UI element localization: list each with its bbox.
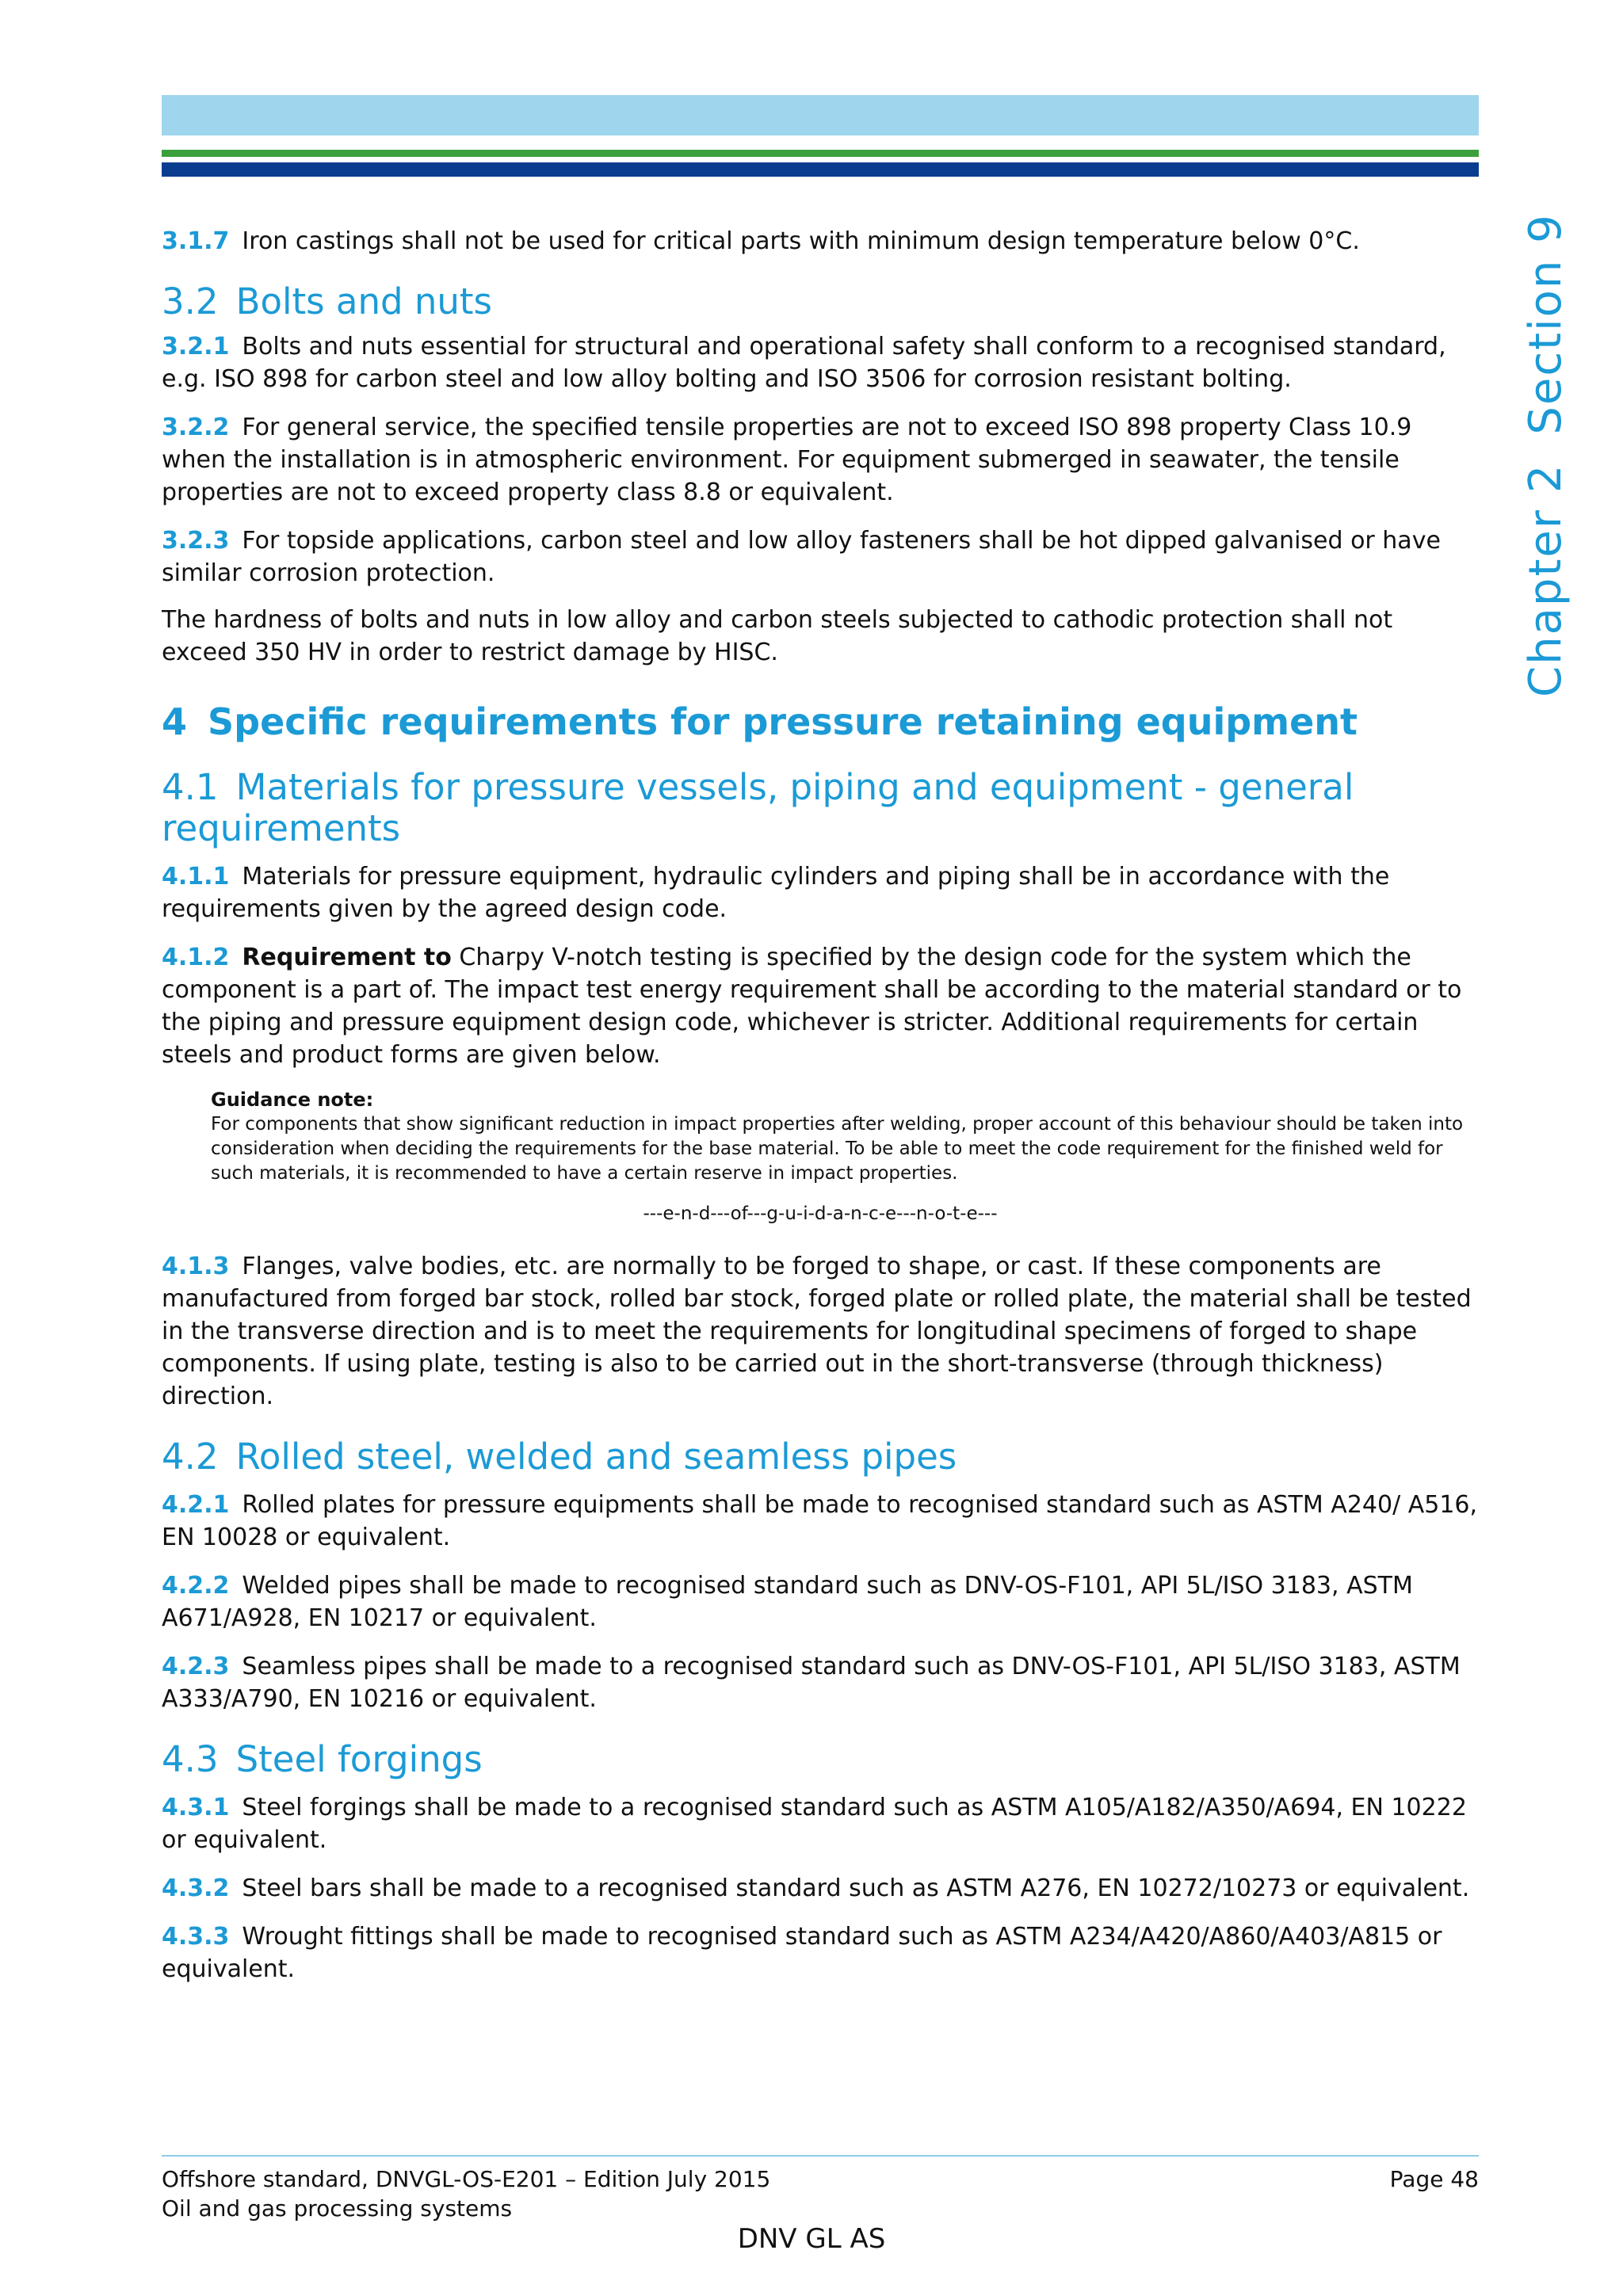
clause-number: 4.3.2 — [162, 1875, 230, 1902]
clause-number: 4.3.3 — [162, 1923, 230, 1951]
chapter-section-label — [1520, 213, 1571, 697]
footer-page-number: Page 48 — [1389, 2166, 1479, 2192]
header-band-blue — [162, 162, 1479, 177]
clause-3-2-3-continued: The hardness of bolts and nuts in low alloy and carbon steels subjected to cathodic protection shall not exceed 350 HV in order to restrict damage by HISC. — [162, 606, 1393, 666]
clause-text: Wrought fittings shall be made to recognised standard such as ASTM A234/A420/A860/A403/A815 or equivalent. — [162, 1923, 1442, 1983]
clause-number: 4.1.1 — [162, 863, 230, 891]
header-band-green — [162, 150, 1479, 157]
clause-number: 3.2.3 — [162, 527, 230, 555]
clause-text: For general service, the specified tensile properties are not to exceed ISO 898 property Class 10.9 when the installation is in atmospheric environment. For equipment submerged in seawater, the tensile properties are not to exceed property class 8.8 or equivalent. — [162, 414, 1412, 506]
heading-number: 4.3 — [162, 1738, 219, 1780]
heading-title: Rolled steel, welded and seamless pipes — [235, 1436, 957, 1478]
guidance-note-body: For components that show significant reduction in impact properties after welding, proper account of this behaviour should be taken into consideration when deciding the requirements for the base material. To be able to meet the code requirement for the finished weld for such materials, it is recommended to have a certain reserve in impact properties. — [211, 1114, 1464, 1184]
heading-title: Materials for pressure vessels, piping and equipment - general requirements — [162, 766, 1354, 849]
clause-text: Rolled plates for pressure equipments shall be made to recognised standard such as ASTM A240/ A516, EN 10028 or equivalent. — [162, 1491, 1478, 1551]
clause-number: 3.1.7 — [162, 227, 230, 255]
clause-3-2-3 — [162, 524, 1479, 589]
clause-text: Steel bars shall be made to a recognised standard such as ASTM A276, EN 10272/10273 or equivalent. — [242, 1875, 1470, 1902]
footer-standard-edition: Offshore standard, DNVGL-OS-E201 – Edition July 2015 — [162, 2166, 771, 2192]
heading-number: 3.2 — [162, 280, 219, 322]
clause-number: 4.1.2 — [162, 944, 230, 971]
clause-text: Charpy V-notch testing is specified by the design code for the system which the component is a part of. The impact test energy requirement shall be according to the material standard or to the piping and pressure equipment design code, whichever is stricter. Additional requirements for certain steels and product forms are given below. — [162, 944, 1462, 1069]
guidance-note — [211, 1087, 1479, 1186]
clause-text: Steel forgings shall be made to a recognised standard such as ASTM A105/A182/A350/A694, EN 10222 or equivalent. — [162, 1794, 1467, 1854]
section-label: Section 9 — [1520, 213, 1571, 435]
clause-4-3-1 — [162, 1791, 1479, 1856]
footer-document-title: Oil and gas processing systems — [162, 2195, 513, 2222]
clause-4-3-3 — [162, 1920, 1479, 1985]
clause-number: 4.3.1 — [162, 1794, 230, 1821]
clause-3-1-7 — [162, 225, 1479, 257]
heading-4-2 — [162, 1436, 1479, 1478]
clause-text: Welded pipes shall be made to recognised standard such as DNV-OS-F101, API 5L/ISO 3183, ASTM A671/A928, EN 10217 or equivalent. — [162, 1572, 1413, 1632]
clause-4-2-3 — [162, 1650, 1479, 1715]
header-band-light — [162, 95, 1479, 135]
clause-text: Bolts and nuts essential for structural and operational safety shall conform to a recognised standard, e.g. ISO 898 for carbon steel and low alloy bolting and ISO 3506 for corrosion resistant bolting. — [162, 333, 1446, 393]
clause-bold-lead: Requirement to — [242, 944, 452, 971]
clause-text: Flanges, valve bodies, etc. are normally to be forged to shape, or cast. If these components are manufactured from forged bar stock, rolled bar stock, forged plate or rolled plate, the material shall be tested in the transverse direction and is to meet the requirements for longitudinal specimens of forged to shape components. If using plate, testing is also to be carried out in the short-transverse (through thickness) direction. — [162, 1253, 1472, 1410]
clause-3-2-1 — [162, 330, 1479, 395]
clause-number: 3.2.2 — [162, 414, 230, 441]
clause-number: 4.2.3 — [162, 1653, 230, 1680]
clause-4-1-3 — [162, 1250, 1479, 1413]
clause-number: 4.2.2 — [162, 1572, 230, 1600]
clause-number: 4.2.1 — [162, 1491, 230, 1519]
clause-4-1-1 — [162, 860, 1479, 925]
page-content — [162, 225, 1479, 1985]
clause-4-3-2 — [162, 1872, 1479, 1905]
clause-text: Iron castings shall not be used for critical parts with minimum design temperature below 0°C. — [242, 227, 1360, 255]
clause-number: 4.1.3 — [162, 1253, 230, 1280]
heading-4-3 — [162, 1739, 1479, 1780]
chapter-label: Chapter 2 — [1520, 463, 1571, 697]
clause-text: For topside applications, carbon steel and low alloy fasteners shall be hot dipped galvanised or have similar corrosion protection. — [162, 527, 1441, 587]
clause-number: 3.2.1 — [162, 333, 230, 360]
heading-number: 4.2 — [162, 1436, 219, 1478]
clause-3-2-2 — [162, 411, 1479, 509]
clause-4-1-2 — [162, 941, 1479, 1071]
heading-number: 4.1 — [162, 766, 219, 808]
clause-4-2-1 — [162, 1489, 1479, 1554]
heading-3-2 — [162, 281, 1479, 322]
footer-document-info — [162, 2164, 770, 2223]
heading-title: Specific requirements for pressure retaining equipment — [208, 700, 1358, 743]
heading-number: 4 — [162, 700, 188, 743]
clause-text: Materials for pressure equipment, hydraulic cylinders and piping shall be in accordance with the requirements given by the agreed design code. — [162, 863, 1390, 923]
heading-title: Steel forgings — [235, 1738, 483, 1780]
footer-company: DNV GL AS — [737, 2223, 886, 2255]
heading-4-1 — [162, 767, 1479, 849]
footer-rule — [162, 2155, 1479, 2157]
heading-4 — [162, 700, 1479, 743]
guidance-note-title: Guidance note: — [211, 1089, 374, 1111]
heading-title: Bolts and nuts — [235, 280, 492, 322]
clause-text: Seamless pipes shall be made to a recognised standard such as DNV-OS-F101, API 5L/ISO 3183, ASTM A333/A790, EN 10216 or equivalent. — [162, 1653, 1461, 1713]
guidance-note-end: ---e-n-d---of---g-u-i-d-a-n-c-e---n-o-t-e--- — [643, 1203, 998, 1224]
clause-4-2-2 — [162, 1569, 1479, 1634]
